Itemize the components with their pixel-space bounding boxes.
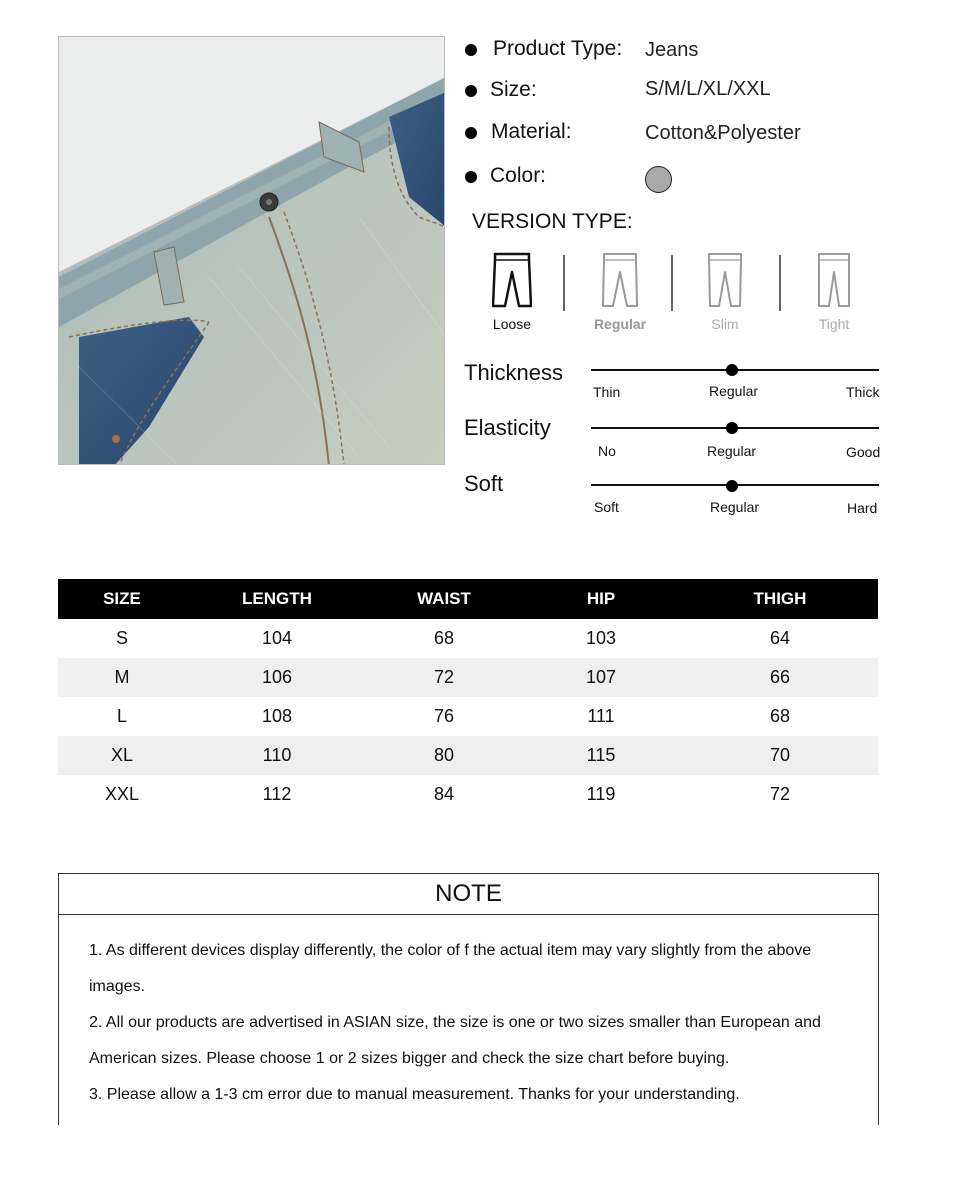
table-cell: L (116, 706, 127, 726)
scale-min: Soft (594, 499, 619, 515)
table-cell: 111 (587, 706, 615, 726)
scale-marker (726, 364, 738, 376)
version-label: Slim (711, 316, 739, 332)
table-cell: 107 (520, 658, 682, 697)
table-cell: 76 (433, 706, 455, 726)
table-cell: 110 (186, 736, 368, 775)
version-regular (580, 252, 660, 332)
note-box (58, 873, 879, 1125)
table-cell: S (115, 628, 128, 648)
version-label: Loose (492, 316, 532, 332)
scale-mid: Regular (709, 383, 759, 399)
jeans-illustration (59, 37, 445, 465)
spec-label: Material: (491, 120, 572, 143)
pants-icon (600, 252, 640, 308)
scale-label-thickness: Thickness (464, 360, 564, 385)
table-row (58, 736, 878, 775)
scale-min: No (598, 443, 616, 459)
table-cell: 104 (261, 628, 293, 648)
scale-mid: Regular (710, 499, 760, 515)
table-cell: 106 (186, 658, 368, 697)
table-row (58, 658, 878, 697)
color-swatch (645, 166, 672, 193)
spec-label: Size: (490, 78, 537, 101)
table-cell: 112 (262, 784, 292, 804)
version-type-title: VERSION TYPE: (472, 210, 633, 233)
table-cell: 72 (368, 658, 520, 697)
version-label: Tight (818, 316, 850, 332)
scale-marker (726, 422, 738, 434)
scale-label-soft: Soft (464, 471, 504, 496)
note-line: 3. Please allow a 1-3 cm error due to manual measurement. Thanks for your understanding. (89, 1086, 740, 1103)
table-cell: 68 (433, 628, 455, 648)
bullet-icon (465, 171, 477, 183)
table-cell: 84 (433, 784, 455, 804)
pants-icon (814, 252, 854, 308)
column-header: HIP (520, 579, 682, 619)
table-cell: 64 (769, 628, 791, 648)
table-cell: 103 (585, 628, 617, 648)
bullet-icon (465, 44, 477, 56)
table-cell: XL (58, 736, 186, 775)
table-cell: 115 (520, 736, 682, 775)
column-header: SIZE (58, 579, 186, 619)
divider (563, 255, 565, 311)
divider (671, 255, 673, 311)
product-photo (58, 36, 445, 465)
spec-value: Jeans (645, 39, 699, 61)
table-cell: M (58, 658, 186, 697)
column-header: LENGTH (186, 579, 368, 619)
table-row (58, 697, 878, 736)
note-line: 1. As different devices display differently, the color of f the actual item may vary slightly from the above images. (89, 942, 812, 995)
pants-icon (705, 252, 745, 308)
version-slim (685, 252, 765, 332)
bullet-icon (465, 85, 477, 97)
table-cell: 108 (261, 706, 293, 726)
table-cell: 72 (769, 784, 791, 804)
note-line: 2. All our products are advertised in ASIAN size, the size is one or two sizes smaller than European and American sizes. Please choose 1 or 2 sizes bigger and check the size chart before buying. (89, 1014, 821, 1067)
scale-min: Thin (593, 384, 621, 400)
note-title: NOTE (59, 874, 878, 915)
version-label: Regular (593, 316, 647, 332)
spec-value: S/M/L/XL/XXL (645, 78, 771, 100)
spec-label: Color: (490, 164, 547, 187)
divider (779, 255, 781, 311)
scale-max: Hard (847, 500, 878, 516)
column-header: THIGH (682, 579, 878, 619)
table-cell: 70 (682, 736, 878, 775)
size-chart-table (58, 579, 878, 814)
spec-value: Cotton&Polyester (645, 122, 801, 144)
pants-icon (492, 252, 532, 308)
table-row (58, 619, 878, 658)
spec-label: Product Type: (493, 37, 623, 60)
note-body (59, 915, 878, 1113)
scale-max: Thick (846, 384, 880, 400)
scale-mid: Regular (707, 443, 757, 459)
bullet-icon (465, 127, 477, 139)
scale-max: Good (846, 444, 881, 460)
scale-marker (726, 480, 738, 492)
scale-label-elasticity: Elasticity (464, 415, 551, 440)
table-cell: XXL (104, 784, 140, 804)
table-header-row (58, 579, 878, 619)
version-loose (472, 252, 552, 332)
table-row (58, 775, 878, 814)
column-header: WAIST (368, 579, 520, 619)
table-cell: 68 (769, 706, 791, 726)
table-cell: 66 (682, 658, 878, 697)
table-cell: 80 (368, 736, 520, 775)
table-cell: 119 (586, 784, 616, 804)
version-tight (794, 252, 874, 332)
